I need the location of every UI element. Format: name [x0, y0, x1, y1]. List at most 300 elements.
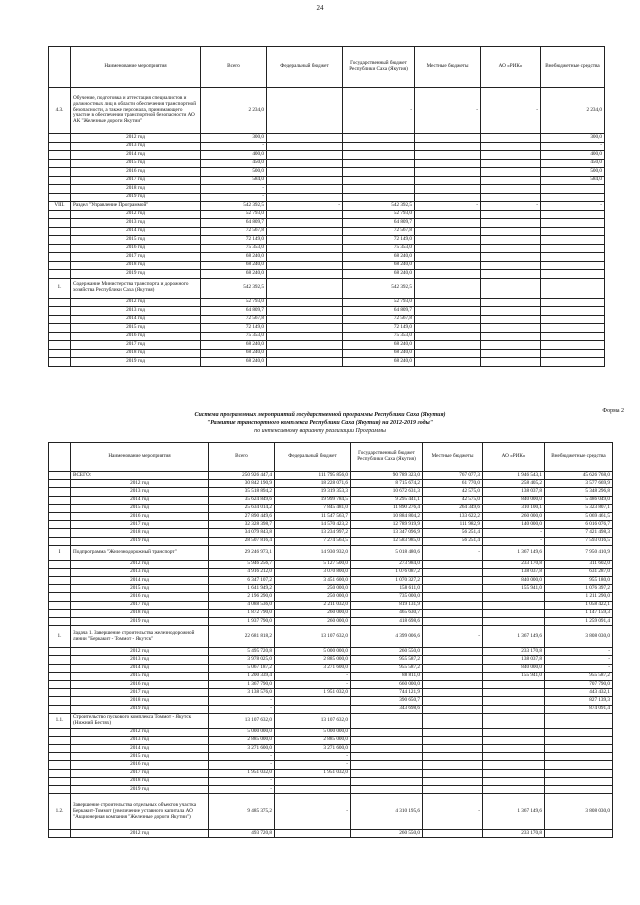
cell-extrabudget — [541, 261, 605, 270]
cell-state: 1 076 087,2 — [351, 568, 423, 576]
cell-local — [415, 193, 481, 202]
cell-local — [423, 568, 483, 576]
cell-rik: 840 000,0 — [483, 496, 545, 504]
cell-total: 2 885 000,0 — [209, 736, 275, 744]
cell-federal — [267, 88, 343, 134]
cell-federal — [267, 185, 343, 194]
cell-state: 13 347 096,9 — [351, 529, 423, 537]
cell-rik — [483, 786, 545, 794]
table-row — [49, 689, 613, 697]
header-name: Наименование мероприятия — [71, 443, 209, 472]
row-name: ВСЕГО: — [71, 472, 209, 480]
cell-state: 72 149,0 — [343, 324, 415, 333]
cell-local — [423, 560, 483, 568]
cell-total: 3 978 025,0 — [209, 656, 275, 664]
cell-state: 4 399 006,6 — [351, 626, 423, 648]
cell-state: 75 353,0 — [343, 244, 415, 253]
header-rik: АО «РИК» — [481, 47, 541, 88]
row-number — [49, 315, 71, 324]
row-number — [49, 488, 71, 496]
row-number — [49, 585, 71, 593]
table-row — [49, 480, 613, 488]
cell-state: 5 018 480,6 — [351, 545, 423, 560]
row-name: 2012 год — [71, 560, 209, 568]
cell-rik: 233 170,8 — [483, 648, 545, 656]
cell-federal: - — [275, 761, 351, 769]
cell-total: 6 347 107,2 — [209, 577, 275, 585]
cell-total: 68 240,0 — [201, 341, 267, 350]
cell-federal: 5 000 000,0 — [275, 728, 351, 736]
cell-total: 27 890 449,6 — [209, 512, 275, 520]
table-row — [49, 270, 605, 279]
cell-extrabudget: - — [545, 648, 613, 656]
row-number — [49, 134, 71, 143]
cell-total: 4 916 212,0 — [209, 568, 275, 576]
cell-local — [423, 777, 483, 785]
cell-rik — [481, 315, 541, 324]
cell-total: - — [209, 705, 275, 713]
row-number — [49, 577, 71, 585]
row-number — [49, 618, 71, 626]
cell-rik — [481, 142, 541, 151]
cell-extrabudget: 45 626 768,0 — [545, 472, 613, 480]
cell-federal: 3 451 600,0 — [275, 577, 351, 585]
cell-federal: 7 274 563,5 — [275, 537, 351, 545]
row-number — [49, 728, 71, 736]
cell-rik — [481, 261, 541, 270]
row-number — [49, 185, 71, 194]
cell-local: 61 770,0 — [423, 480, 483, 488]
row-name: 2015 год — [71, 159, 201, 168]
cell-federal: 3 271 600,0 — [275, 745, 351, 753]
cell-extrabudget — [545, 753, 613, 761]
cell-rik: 1 367 149,6 — [483, 794, 545, 830]
cell-local: 133 622,2 — [423, 512, 483, 520]
cell-local: - — [423, 545, 483, 560]
cell-rik: 138 037,8 — [483, 568, 545, 576]
cell-federal — [267, 134, 343, 143]
cell-extrabudget — [541, 298, 605, 307]
cell-state: 12 583 985,0 — [351, 537, 423, 545]
row-name: Завершение строительства отдельных объектов участка Беркакит-Томмот (увеличение уставного капитала АО "Акционерная компания "Железные дороги Якутии") — [71, 794, 209, 830]
cell-local — [415, 358, 481, 367]
cell-federal — [267, 270, 343, 279]
table-row — [49, 202, 605, 211]
cell-state — [343, 134, 415, 143]
cell-local: - — [423, 794, 483, 830]
cell-federal: 2 211 032,0 — [275, 601, 351, 609]
header-num — [49, 47, 71, 88]
table-row — [49, 713, 613, 728]
row-name: 2018 год — [71, 349, 201, 358]
cell-federal — [267, 332, 343, 341]
cell-federal: 7 845 481,0 — [275, 504, 351, 512]
header-fed: Федеральный бюджет — [267, 47, 343, 88]
cell-federal — [267, 349, 343, 358]
title-line-1: Система программных мероприятий государственной программы Республики Саха (Якутия) — [194, 412, 446, 418]
table-row — [49, 168, 605, 177]
cell-rik — [481, 298, 541, 307]
row-number — [49, 307, 71, 316]
row-number — [49, 349, 71, 358]
row-name: 2012 год — [71, 210, 201, 219]
cell-federal — [275, 705, 351, 713]
cell-rik: 1 367 149,6 — [483, 545, 545, 560]
cell-state: 465 630,7 — [351, 609, 423, 617]
table-row — [49, 761, 613, 769]
cell-total: 3 271 600,0 — [209, 745, 275, 753]
row-number — [49, 560, 71, 568]
table-row — [49, 664, 613, 672]
table-row — [49, 185, 605, 194]
cell-federal — [275, 697, 351, 705]
cell-total: - — [201, 185, 267, 194]
row-number — [49, 142, 71, 151]
cell-local: 42 575,0 — [423, 488, 483, 496]
cell-total: 2 234,0 — [201, 88, 267, 134]
cell-extrabudget: 400,0 — [541, 151, 605, 160]
cell-state: 68 240,0 — [343, 270, 415, 279]
row-number — [49, 745, 71, 753]
row-name: 2019 год — [71, 537, 209, 545]
cell-rik — [481, 227, 541, 236]
cell-total: 75 353,0 — [201, 244, 267, 253]
cell-local — [415, 236, 481, 245]
row-name: Подпрограмма "Железнодорожный транспорт" — [71, 545, 209, 560]
cell-local — [423, 753, 483, 761]
cell-extrabudget — [541, 358, 605, 367]
header-fed: Федеральный бюджет — [275, 443, 351, 472]
cell-total: 4 088 536,0 — [209, 601, 275, 609]
cell-extrabudget: 1 058 422,1 — [545, 601, 613, 609]
cell-total: 300,0 — [201, 134, 267, 143]
row-number — [49, 529, 71, 537]
cell-rik — [481, 278, 541, 298]
table-row — [49, 680, 613, 688]
row-name: 2019 год — [71, 270, 201, 279]
table-row — [49, 568, 613, 576]
cell-federal: - — [275, 753, 351, 761]
table-row — [49, 193, 605, 202]
cell-local: 264 349,6 — [423, 504, 483, 512]
cell-state: 12 789 919,9 — [351, 521, 423, 529]
cell-rik — [483, 761, 545, 769]
cell-rik — [481, 358, 541, 367]
cell-local — [423, 705, 483, 713]
cell-local — [423, 728, 483, 736]
cell-state: 68 240,0 — [343, 358, 415, 367]
cell-extrabudget: 443 432,1 — [545, 689, 613, 697]
cell-total: 68 240,0 — [201, 270, 267, 279]
cell-rik — [483, 745, 545, 753]
row-number — [49, 159, 71, 168]
row-number — [49, 521, 71, 529]
table-row — [49, 324, 605, 333]
row-name: 2014 год — [71, 315, 201, 324]
row-name: 2013 год — [71, 219, 201, 228]
cell-state: 542 392,5 — [343, 278, 415, 298]
table-row — [49, 521, 613, 529]
table-row — [49, 236, 605, 245]
cell-rik — [481, 151, 541, 160]
cell-rik — [481, 168, 541, 177]
table-upper-header — [49, 47, 605, 88]
cell-rik — [483, 609, 545, 617]
cell-extrabudget: 5 348 296,8 — [545, 488, 613, 496]
cell-state — [351, 786, 423, 794]
cell-local: 42 575,0 — [423, 496, 483, 504]
table-row — [49, 529, 613, 537]
cell-extrabudget: 1 147 159,3 — [545, 609, 613, 617]
cell-local — [415, 332, 481, 341]
cell-federal: 13 107 632,0 — [275, 713, 351, 728]
cell-extrabudget — [545, 736, 613, 744]
cell-state — [343, 185, 415, 194]
cell-state — [351, 736, 423, 744]
cell-rik: 260 000,0 — [483, 512, 545, 520]
cell-state: 260 550,0 — [351, 830, 423, 838]
cell-total: 5 067 187,2 — [209, 664, 275, 672]
table-row — [49, 341, 605, 350]
cell-local — [415, 253, 481, 262]
row-name: 2015 год — [71, 324, 201, 333]
cell-rik — [483, 689, 545, 697]
row-number — [49, 672, 71, 680]
cell-rik: 138 037,8 — [483, 656, 545, 664]
row-name: 2013 год — [71, 307, 201, 316]
cell-federal — [267, 307, 343, 316]
cell-federal — [275, 830, 351, 838]
cell-federal — [267, 210, 343, 219]
cell-federal: 3 271 600,0 — [275, 664, 351, 672]
table-row — [49, 537, 613, 545]
cell-extrabudget: 874 091,4 — [545, 705, 613, 713]
row-name: 2018 год — [71, 697, 209, 705]
cell-rik — [483, 713, 545, 728]
cell-local — [415, 185, 481, 194]
row-number: I — [49, 545, 71, 560]
table-row — [49, 769, 613, 777]
cell-state — [351, 761, 423, 769]
cell-local — [423, 593, 483, 601]
row-name: 2018 год — [71, 777, 209, 785]
cell-state — [343, 168, 415, 177]
row-name: 2016 год — [71, 168, 201, 177]
row-name: Обучение, подготовка и аттестация специалистов и должностных лиц в области обеспечения транспортной безопасности, а также персонала, принимающего участие в обеспечении транспортной безопасности АО АК "Железные дороги Якутии" — [71, 88, 201, 134]
table-row — [49, 219, 605, 228]
cell-state: 660 000,0 — [351, 680, 423, 688]
cell-state: 260 550,0 — [351, 648, 423, 656]
row-number — [49, 236, 71, 245]
cell-total: 13 107 632,0 — [209, 713, 275, 728]
cell-local — [415, 142, 481, 151]
row-number — [49, 537, 71, 545]
cell-state: 68 240,0 — [343, 341, 415, 350]
cell-extrabudget — [541, 307, 605, 316]
row-number — [49, 504, 71, 512]
cell-state: 72 567,8 — [343, 227, 415, 236]
cell-federal: 19 319 353,3 — [275, 488, 351, 496]
cell-state: 955 587,2 — [351, 664, 423, 672]
cell-state — [343, 159, 415, 168]
cell-extrabudget — [545, 745, 613, 753]
cell-state — [351, 745, 423, 753]
cell-rik: 233 170,8 — [483, 830, 545, 838]
cell-federal — [267, 298, 343, 307]
cell-local — [423, 664, 483, 672]
cell-federal — [267, 324, 343, 333]
cell-state: 11 890 276,4 — [351, 504, 423, 512]
header-name: Наименование мероприятия — [71, 47, 201, 88]
cell-total: 30 842 190,9 — [209, 480, 275, 488]
cell-extrabudget — [545, 728, 613, 736]
cell-extrabudget — [541, 219, 605, 228]
cell-total: 1 200 339,4 — [209, 672, 275, 680]
row-number — [49, 193, 71, 202]
cell-local — [415, 159, 481, 168]
cell-federal — [267, 341, 343, 350]
cell-federal: 250 000,0 — [275, 585, 351, 593]
table-row — [49, 496, 613, 504]
row-name: 2015 год — [71, 236, 201, 245]
cell-local — [415, 244, 481, 253]
cell-local — [415, 210, 481, 219]
table-row — [49, 672, 613, 680]
row-number: 4.3. — [49, 88, 71, 134]
cell-rik — [483, 777, 545, 785]
header-mest: Местные бюджеты — [415, 47, 481, 88]
cell-total: - — [209, 753, 275, 761]
cell-federal — [267, 151, 343, 160]
row-number — [49, 761, 71, 769]
cell-federal: 260 000,0 — [275, 609, 351, 617]
cell-local — [415, 307, 481, 316]
cell-federal — [267, 193, 343, 202]
row-number — [49, 270, 71, 279]
cell-state: 8 715 674,2 — [351, 480, 423, 488]
cell-total: 72 567,8 — [201, 227, 267, 236]
cell-federal: - — [275, 794, 351, 830]
cell-rik: - — [483, 529, 545, 537]
row-number — [49, 609, 71, 617]
cell-extrabudget: 1 076 397,2 — [545, 585, 613, 593]
cell-rik: 258 405,2 — [483, 480, 545, 488]
cell-extrabudget — [541, 185, 605, 194]
cell-total: 29 246 973,1 — [209, 545, 275, 560]
cell-rik: 840 000,0 — [483, 577, 545, 585]
cell-local: - — [415, 202, 481, 211]
row-number — [49, 664, 71, 672]
cell-federal: 18 228 071,6 — [275, 480, 351, 488]
cell-state: 542 392,5 — [343, 202, 415, 211]
row-name: 2012 год — [71, 830, 209, 838]
table-row — [49, 745, 613, 753]
cell-extrabudget — [541, 341, 605, 350]
row-name: 2013 год — [71, 656, 209, 664]
row-number — [49, 332, 71, 341]
row-name: 2015 год — [71, 504, 209, 512]
table-row — [49, 593, 613, 601]
cell-local — [415, 219, 481, 228]
cell-total: 1 872 790,0 — [209, 609, 275, 617]
row-name: 2012 год — [71, 480, 209, 488]
cell-extrabudget: 827 139,3 — [545, 697, 613, 705]
cell-federal — [267, 261, 343, 270]
cell-federal: 1 951 032,0 — [275, 769, 351, 777]
cell-total: 5 495 720,8 — [209, 648, 275, 656]
row-name: 2013 год — [71, 488, 209, 496]
cell-state: 88 811,0 — [351, 672, 423, 680]
cell-federal: 1 951 032,0 — [275, 689, 351, 697]
cell-rik — [481, 210, 541, 219]
cell-total: 68 240,0 — [201, 358, 267, 367]
row-number — [49, 697, 71, 705]
table-row — [49, 697, 613, 705]
row-number — [49, 244, 71, 253]
cell-extrabudget: 1 259 091,4 — [545, 618, 613, 626]
cell-local — [423, 609, 483, 617]
table-row — [49, 210, 605, 219]
cell-state: 4 310 195,6 — [351, 794, 423, 830]
row-number — [49, 210, 71, 219]
cell-local — [415, 270, 481, 279]
cell-rik — [481, 341, 541, 350]
table-row — [49, 794, 613, 830]
row-name: 2013 год — [71, 568, 209, 576]
table-row — [49, 512, 613, 520]
header-vneb: Внебюджетные средства — [541, 47, 605, 88]
cell-state: 10 672 631,3 — [351, 488, 423, 496]
cell-extrabudget — [545, 761, 613, 769]
cell-extrabudget — [541, 253, 605, 262]
table-row — [49, 545, 613, 560]
row-number: 1.1. — [49, 713, 71, 728]
cell-federal: 250 000,0 — [275, 593, 351, 601]
cell-local — [423, 830, 483, 838]
cell-total: 5 946 256,7 — [209, 560, 275, 568]
table-row — [49, 142, 605, 151]
row-number — [49, 253, 71, 262]
row-name: Задача 1. Завершение строительства железнодорожной линии "Беркакит - Томмот - Якутск" — [71, 626, 209, 648]
table-row — [49, 626, 613, 648]
cell-extrabudget: 5 486 049,0 — [545, 496, 613, 504]
row-name: 2017 год — [71, 253, 201, 262]
cell-extrabudget: - — [541, 142, 605, 151]
cell-federal — [267, 219, 343, 228]
cell-local — [423, 672, 483, 680]
header-gos: Государственный бюджет Республики Саха (Якутия) — [343, 47, 415, 88]
cell-total: 450,0 — [201, 159, 267, 168]
cell-total: 35 518 894,2 — [209, 488, 275, 496]
cell-rik — [481, 236, 541, 245]
row-name: 2012 год — [71, 648, 209, 656]
cell-extrabudget: - — [545, 656, 613, 664]
row-name: 2013 год — [71, 142, 201, 151]
cell-total: 72 149,0 — [201, 236, 267, 245]
cell-extrabudget — [545, 769, 613, 777]
cell-state — [343, 193, 415, 202]
cell-local — [423, 769, 483, 777]
row-name: 2015 год — [71, 585, 209, 593]
cell-state: 10 884 804,2 — [351, 512, 423, 520]
table-row — [49, 504, 613, 512]
row-name: 2018 год — [71, 185, 201, 194]
cell-state: 75 353,0 — [343, 332, 415, 341]
row-number — [49, 227, 71, 236]
table-row — [49, 261, 605, 270]
cell-total: 52 793,0 — [201, 298, 267, 307]
table-row — [49, 648, 613, 656]
